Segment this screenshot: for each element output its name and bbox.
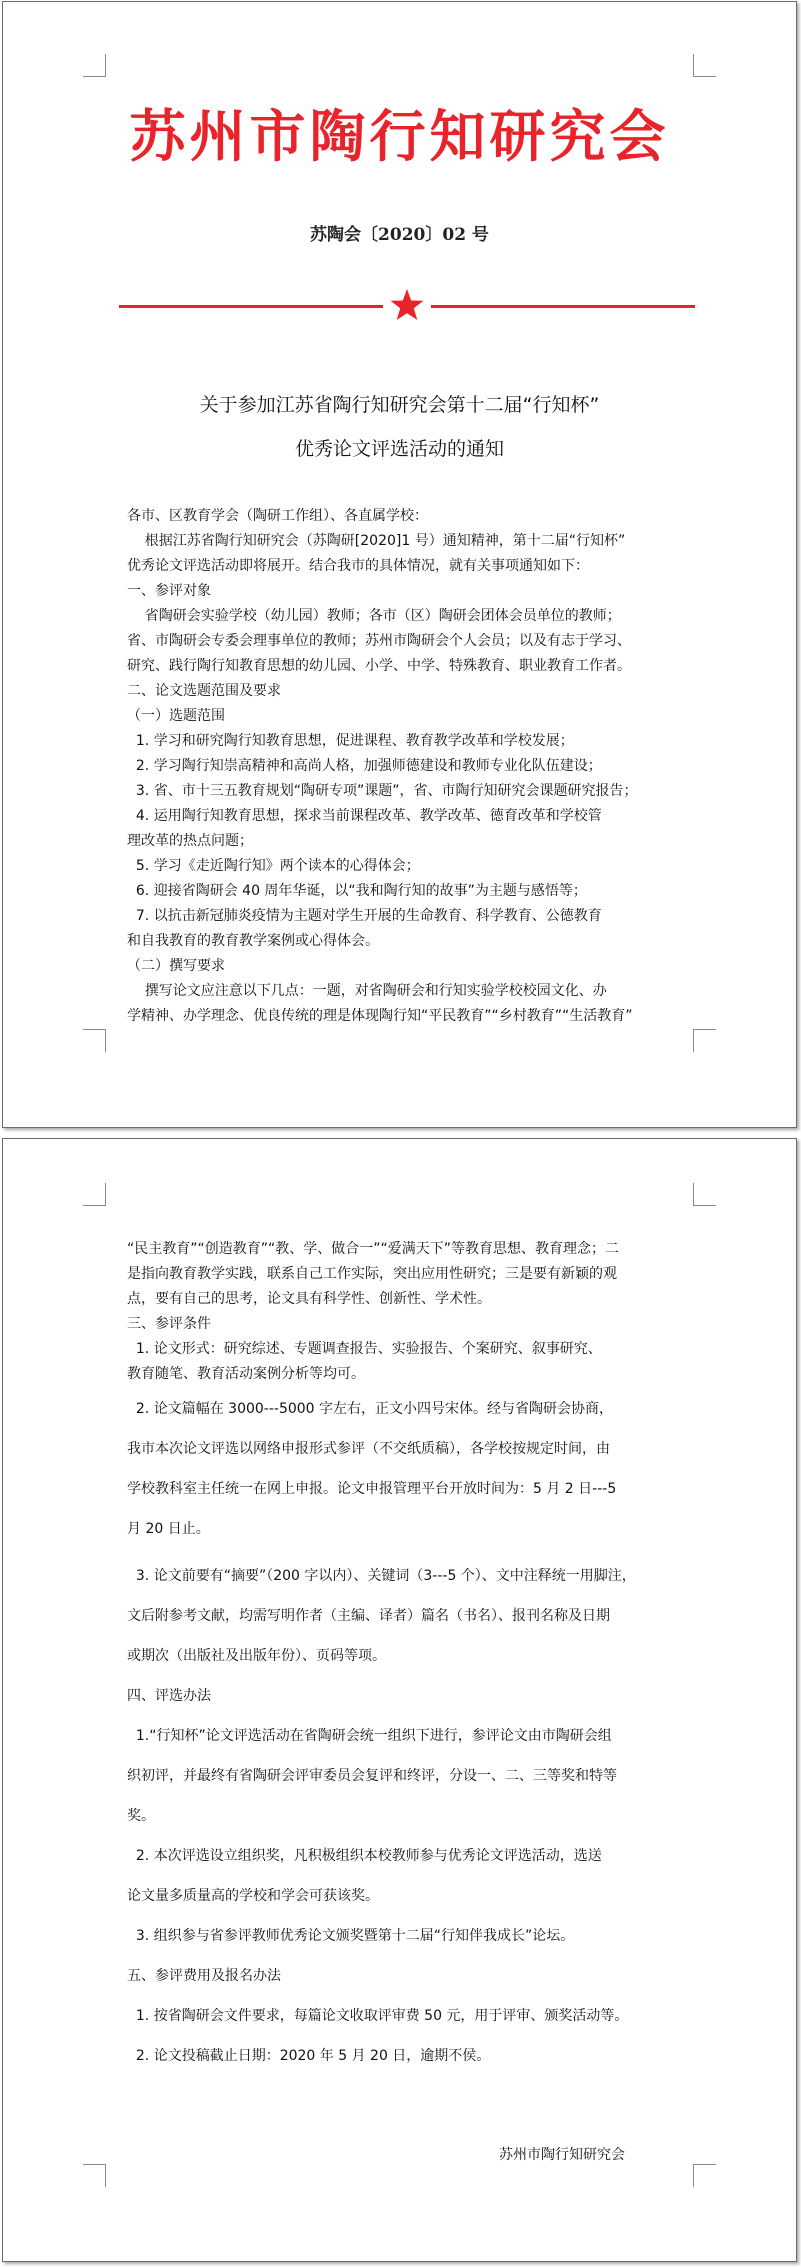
section-heading: 一、参评对象 [127, 583, 211, 599]
crop-mark [693, 1183, 716, 1206]
list-item: 1. 论文形式：研究综述、专题调查报告、实验报告、个案研究、叙事研究、 [127, 1341, 602, 1357]
list-item: 3. 论文前要有“摘要”（200 字以内）、关键词（3---5 个）、文中注释统一用脚注， [127, 1568, 636, 1584]
page-2-body [127, 1239, 692, 2086]
list-item: 2. 论文投稿截止日期：2020 年 5 月 20 日，逾期不侯。 [127, 2048, 491, 2064]
body-line: 理改革的热点问题； [127, 833, 253, 849]
list-item: 2. 本次评选设立组织奖，凡积极组织本校教师参与优秀论文评选活动，选送 [127, 1848, 602, 1864]
list-item: 5. 学习《走近陶行知》两个读本的心得体会； [127, 858, 420, 874]
crop-mark [83, 2164, 106, 2187]
body-line: 月 20 日止。 [127, 1521, 210, 1537]
section-heading: 五、参评费用及报名办法 [127, 1968, 281, 1984]
body-line: 我市本次论文评选以网络申报形式参评（不交纸质稿），各学校按规定时间，由 [127, 1441, 610, 1457]
section-heading: 四、评选办法 [127, 1688, 211, 1704]
red-rule-right [431, 305, 695, 308]
list-item: 2. 论文篇幅在 3000---5000 字左右，正文小四号宋体。经与省陶研会协商， [127, 1401, 614, 1417]
body-line: 织初评，并最终有省陶研会评审委员会复评和终评，分设一、二、三等奖和特等 [127, 1768, 617, 1784]
document-number [3, 220, 796, 245]
document-page-1 [2, 1, 797, 1128]
body-line: 文后附参考文献，均需写明作者（主编、译者）篇名（书名）、报刊名称及日期 [127, 1608, 610, 1624]
crop-mark [83, 1183, 106, 1206]
body-line: 论文量多质量高的学校和学会可获该奖。 [127, 1888, 379, 1904]
list-item: 3. 组织参与省参评教师优秀论文颁奖暨第十二届“行知伴我成长”论坛。 [127, 1928, 575, 1944]
section-heading: 三、参评条件 [127, 1316, 211, 1332]
list-item: 2. 学习陶行知崇高精神和高尚人格，加强师德建设和教师专业化队伍建设； [127, 758, 602, 774]
crop-mark [83, 1029, 106, 1052]
red-rule-left [119, 305, 383, 308]
body-line: 学校教科室主任统一在网上申报。论文申报管理平台开放时间为：5 月 2 日---5 [127, 1481, 617, 1497]
body-line: 和自我教育的教育教学案例或心得体会。 [127, 933, 379, 949]
list-item: 6. 迎接省陶研会 40 周年华诞，以“我和陶行知的故事”为主题与感悟等； [127, 883, 587, 899]
subsection-heading: （一）选题范围 [127, 708, 225, 724]
list-item: 7. 以抗击新冠肺炎疫情为主题对学生开展的生命教育、科学教育、公德教育 [127, 908, 602, 924]
page-1-body [127, 506, 692, 1031]
crop-mark [693, 2164, 716, 2187]
red-star-icon [387, 285, 427, 325]
body-line: 各市、区教育学会（陶研工作组）、各直属学校： [127, 508, 428, 524]
crop-mark [693, 1029, 716, 1052]
list-item: 1. 按省陶研会文件要求，每篇论文收取评审费 50 元，用于评审、颁奖活动等。 [127, 2008, 629, 2024]
body-line: 撰写论文应注意以下几点：一题，对省陶研会和行知实验学校校园文化、办 [127, 983, 607, 999]
body-line: 研究、践行陶行知教育思想的幼儿园、小学、中学、特殊教育、职业教育工作者。 [127, 658, 631, 674]
notice-title-line-2 [3, 434, 796, 461]
document-page-2 [2, 1138, 797, 2262]
notice-title-text: 优秀论文评选活动的通知 [294, 438, 504, 460]
document-number-text: 苏陶会〔2020〕02 号 [310, 225, 489, 245]
crop-mark [693, 54, 716, 77]
body-line: 优秀论文评选活动即将展开。结合我市的具体情况，就有关事项通知如下： [127, 558, 589, 574]
notice-title-line-1 [3, 390, 796, 417]
list-item: 1.“行知杯”论文评选活动在省陶研会统一组织下进行，参评论文由市陶研会组 [127, 1728, 612, 1744]
body-line: 教育随笔、教育活动案例分析等均可。 [127, 1366, 365, 1382]
organization-title: 苏州市陶行知研究会 [129, 104, 670, 170]
body-line: 省、市陶研会专委会理事单位的教师；苏州市陶研会个人会员；以及有志于学习、 [127, 633, 631, 649]
body-line: 根据江苏省陶行知研究会（苏陶研[2020]1 号）通知精神，第十二届“行知杯” [127, 533, 626, 549]
notice-title-text: 关于参加江苏省陶行知研究会第十二届“行知杯” [199, 394, 600, 416]
signature: 苏州市陶行知研究会 [499, 2147, 625, 2163]
body-line: 省陶研会实验学校（幼儿园）教师；各市（区）陶研会团体会员单位的教师； [127, 608, 621, 624]
list-item: 4. 运用陶行知教育思想，探求当前课程改革、教学改革、德育改革和学校管 [127, 808, 602, 824]
body-line: 学精神、办学理念、优良传统的理是体现陶行知“平民教育”“乡村教育”“生活教育” [127, 1008, 633, 1024]
body-line: 奖。 [127, 1808, 155, 1824]
body-line: 是指向教育教学实践，联系自己工作实际，突出应用性研究；三是要有新颖的观 [127, 1266, 617, 1282]
body-line: 或期次（出版社及出版年份）、页码等项。 [127, 1648, 386, 1664]
subsection-heading: （二）撰写要求 [127, 958, 225, 974]
body-line: 点，要有自己的思考，论文具有科学性、创新性、学术性。 [127, 1291, 491, 1307]
list-item: 1. 学习和研究陶行知教育思想，促进课程、教育教学改革和学校发展； [127, 733, 574, 749]
body-line: “民主教育”“创造教育”“教、学、做合一”“爱满天下”等教育思想、教育理念；二 [127, 1241, 620, 1257]
list-item: 3. 省、市十三五教育规划“陶研专项”课题”，省、市陶行知研究会课题研究报告； [127, 783, 638, 799]
section-heading: 二、论文选题范围及要求 [127, 683, 281, 699]
crop-mark [83, 54, 106, 77]
